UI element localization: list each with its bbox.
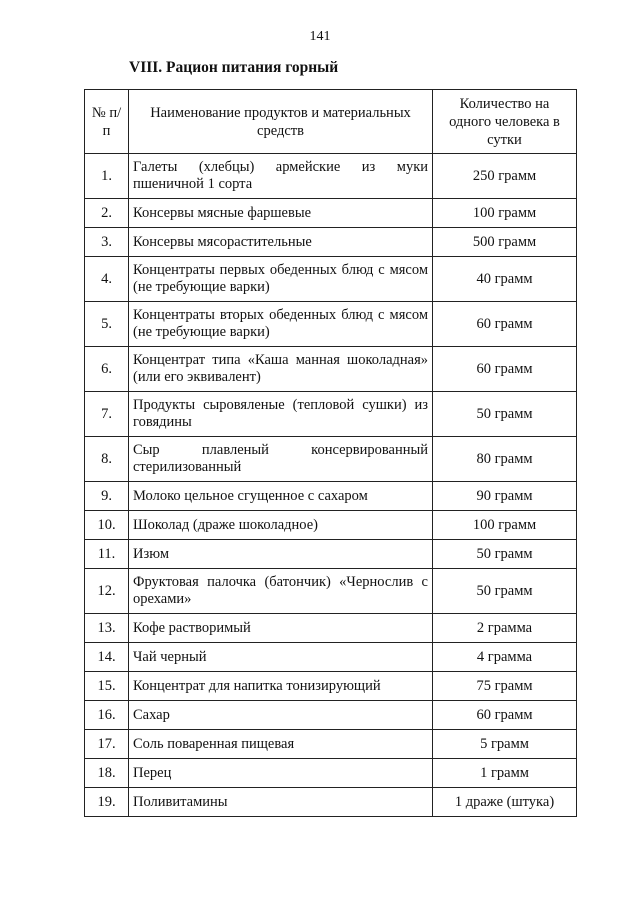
table-header-row bbox=[85, 90, 577, 154]
row-number: 14. bbox=[85, 643, 129, 672]
table-row bbox=[85, 347, 577, 392]
row-quantity: 50 грамм bbox=[433, 540, 577, 569]
table-row bbox=[85, 614, 577, 643]
ration-table bbox=[84, 89, 577, 817]
row-quantity: 90 грамм bbox=[433, 482, 577, 511]
row-number: 19. bbox=[85, 788, 129, 817]
row-product-name: Шоколад (драже шоколадное) bbox=[129, 511, 433, 540]
row-product-name: Галеты (хлебцы) армейские из муки пшеничной 1 сорта bbox=[129, 154, 433, 199]
table-row bbox=[85, 228, 577, 257]
page-number: 141 bbox=[309, 29, 331, 44]
row-number: 18. bbox=[85, 759, 129, 788]
table-row bbox=[85, 302, 577, 347]
row-quantity: 40 грамм bbox=[433, 257, 577, 302]
row-number: 5. bbox=[85, 302, 129, 347]
table-row bbox=[85, 643, 577, 672]
row-product-name: Продукты сыровяленые (тепловой сушки) из говядины bbox=[129, 392, 433, 437]
table-row bbox=[85, 511, 577, 540]
row-quantity: 250 грамм bbox=[433, 154, 577, 199]
row-product-name: Соль поваренная пищевая bbox=[129, 730, 433, 759]
table-row bbox=[85, 437, 577, 482]
row-product-name: Фруктовая палочка (батончик) «Чернослив с орехами» bbox=[129, 569, 433, 614]
row-quantity: 100 грамм bbox=[433, 199, 577, 228]
row-quantity: 60 грамм bbox=[433, 302, 577, 347]
header-number: № п/п bbox=[85, 90, 129, 154]
row-quantity: 2 грамма bbox=[433, 614, 577, 643]
header-quantity: Количество на одного человека в сутки bbox=[433, 90, 577, 154]
row-product-name: Консервы мясные фаршевые bbox=[129, 199, 433, 228]
row-number: 7. bbox=[85, 392, 129, 437]
row-product-name: Сыр плавленый консервированный стерилизованный bbox=[129, 437, 433, 482]
row-product-name: Чай черный bbox=[129, 643, 433, 672]
header-name: Наименование продуктов и материальных средств bbox=[129, 90, 433, 154]
row-number: 16. bbox=[85, 701, 129, 730]
row-product-name: Перец bbox=[129, 759, 433, 788]
row-product-name: Изюм bbox=[129, 540, 433, 569]
row-product-name: Поливитамины bbox=[129, 788, 433, 817]
row-product-name: Концентрат типа «Каша манная шоколадная» (или его эквивалент) bbox=[129, 347, 433, 392]
table-row bbox=[85, 788, 577, 817]
table-row bbox=[85, 257, 577, 302]
row-number: 6. bbox=[85, 347, 129, 392]
row-quantity: 5 грамм bbox=[433, 730, 577, 759]
row-number: 13. bbox=[85, 614, 129, 643]
row-quantity: 60 грамм bbox=[433, 701, 577, 730]
row-quantity: 100 грамм bbox=[433, 511, 577, 540]
row-number: 4. bbox=[85, 257, 129, 302]
row-number: 3. bbox=[85, 228, 129, 257]
row-number: 17. bbox=[85, 730, 129, 759]
table-row bbox=[85, 672, 577, 701]
row-product-name: Консервы мясорастительные bbox=[129, 228, 433, 257]
row-number: 9. bbox=[85, 482, 129, 511]
row-number: 8. bbox=[85, 437, 129, 482]
row-quantity: 1 драже (штука) bbox=[433, 788, 577, 817]
row-number: 12. bbox=[85, 569, 129, 614]
row-quantity: 4 грамма bbox=[433, 643, 577, 672]
table-row bbox=[85, 392, 577, 437]
row-product-name: Молоко цельное сгущенное с сахаром bbox=[129, 482, 433, 511]
table-row bbox=[85, 759, 577, 788]
table-row bbox=[85, 730, 577, 759]
row-number: 1. bbox=[85, 154, 129, 199]
table-row bbox=[85, 482, 577, 511]
row-product-name: Сахар bbox=[129, 701, 433, 730]
row-number: 11. bbox=[85, 540, 129, 569]
table-row bbox=[85, 540, 577, 569]
table-row bbox=[85, 701, 577, 730]
row-quantity: 80 грамм bbox=[433, 437, 577, 482]
table-row bbox=[85, 569, 577, 614]
row-product-name: Концентрат для напитка тонизирующий bbox=[129, 672, 433, 701]
table-row bbox=[85, 154, 577, 199]
row-quantity: 500 грамм bbox=[433, 228, 577, 257]
section-title: VIII. Рацион питания горный bbox=[129, 59, 339, 76]
row-product-name: Концентраты вторых обеденных блюд с мясом (не требующие варки) bbox=[129, 302, 433, 347]
row-product-name: Концентраты первых обеденных блюд с мясом (не требующие варки) bbox=[129, 257, 433, 302]
table-row bbox=[85, 199, 577, 228]
row-product-name: Кофе растворимый bbox=[129, 614, 433, 643]
row-number: 2. bbox=[85, 199, 129, 228]
row-quantity: 50 грамм bbox=[433, 392, 577, 437]
row-number: 10. bbox=[85, 511, 129, 540]
row-quantity: 50 грамм bbox=[433, 569, 577, 614]
row-quantity: 1 грамм bbox=[433, 759, 577, 788]
row-quantity: 75 грамм bbox=[433, 672, 577, 701]
row-quantity: 60 грамм bbox=[433, 347, 577, 392]
row-number: 15. bbox=[85, 672, 129, 701]
